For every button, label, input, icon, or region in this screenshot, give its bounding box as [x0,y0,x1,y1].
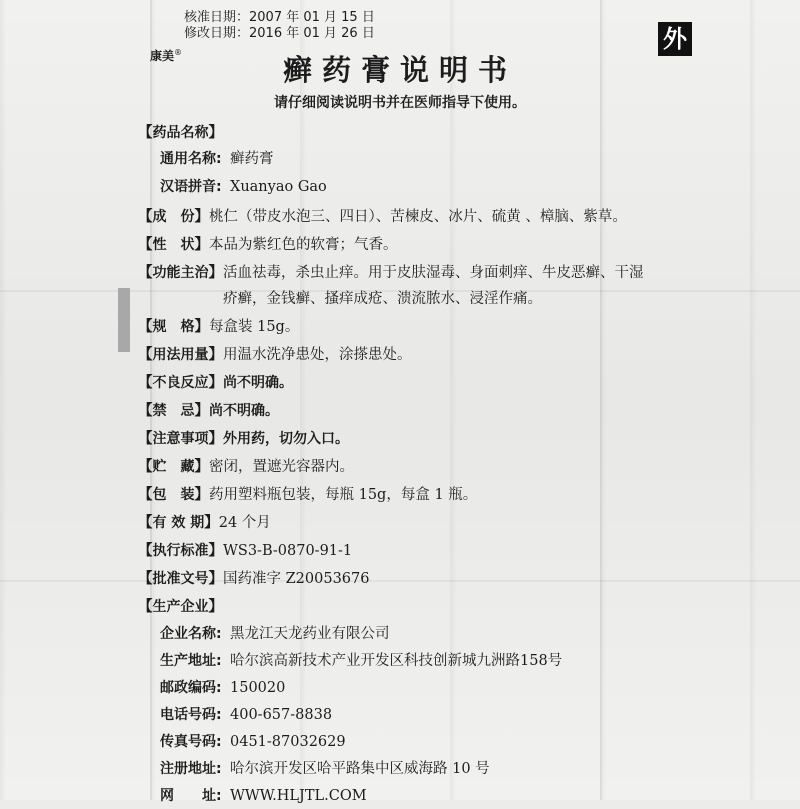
section-label: 贮 藏 [152,459,195,475]
section-indications: 【功能主治】 活血祛毒，杀虫止痒。用于皮肤湿毒、身面刺痒、牛皮恶癣、干湿 疥癣，金钱癣、搔痒成疮、溃流脓水、浸淫作痛。 [138,260,644,312]
section-value: 外用药，切勿入口。 [223,431,349,447]
brand-name: 康美 [150,49,175,63]
section-ingredients: 【成 份】桃仁（带皮水泡三、四日）、苦楝皮、冰片、硫黄 、樟脑、紫草。 [138,204,627,230]
field-value: 150020 [230,680,286,696]
section-label: 禁 忌 [152,403,195,419]
field-value: WWW.HLJTL.COM [230,788,367,804]
field-label: 汉语拼音: [160,179,222,195]
section-manufacturer: 【生产企业】 [138,594,223,620]
section-value: 用温水洗净患处，涂搽患处。 [223,347,412,363]
section-value: 密闭，置遮光容器内。 [209,459,354,475]
section-label: 不良反应 [152,375,209,391]
field-value: 癣药膏 [230,151,274,167]
section-label: 包 装 [152,487,195,503]
section-label: 用法用量 [152,347,209,363]
section-value: 桃仁（带皮水泡三、四日）、苦楝皮、冰片、硫黄 、樟脑、紫草。 [209,209,627,225]
section-label: 有 效 期 [152,515,205,531]
section-label: 性 状 [152,237,195,253]
section-value: 尚不明确。 [209,403,279,419]
section-standard: 【执行标准】WS3-B-0870-91-1 [138,538,352,564]
section-label: 药品名称 [152,125,209,141]
section-adverse-reactions: 【不良反应】尚不明确。 [138,370,293,396]
fold-line [600,0,602,800]
field-label: 电话号码: [160,707,222,723]
section-value: 24 个月 [218,515,271,531]
section-approval-number: 【批准文号】国药准字 Z20053676 [138,566,370,592]
section-value: WS3-B-0870-91-1 [223,543,353,559]
field-value: 哈尔滨高新技术产业开发区科技创新城九洲路158号 [230,653,563,669]
section-value: 药用塑料瓶包装，每瓶 15g，每盒 1 瓶。 [209,487,478,503]
field-value: Xuanyao Gao [230,179,327,195]
section-label: 批准文号 [152,571,209,587]
section-label: 注意事项 [152,431,209,447]
section-storage: 【贮 藏】密闭，置遮光容器内。 [138,454,354,480]
section-label: 成 份 [152,209,195,225]
section-value: 每盒装 15g。 [209,319,300,335]
field-label: 生产地址: [160,653,222,669]
fold-line [0,580,800,582]
section-packaging: 【包 装】药用塑料瓶包装，每瓶 15g，每盒 1 瓶。 [138,482,477,508]
document-title: 癣药膏说明书 [282,53,517,87]
field-label: 传真号码: [160,734,222,750]
section-appearance: 【性 状】本品为紫红色的软膏；气香。 [138,232,398,258]
value-line: 疥癣，金钱癣、搔痒成疮、溃流脓水、浸淫作痛。 [223,291,542,307]
section-label: 执行标准 [152,543,209,559]
field-value: 哈尔滨开发区哈平路集中区威海路 10 号 [230,761,490,777]
section-drug-name: 【药品名称】 [138,120,223,146]
section-value: 尚不明确。 [223,375,293,391]
field-label: 网 址: [160,788,222,804]
scan-shadow [118,288,130,352]
document-subtitle: 请仔细阅读说明书并在医师指导下使用。 [274,95,526,111]
external-use-badge: 外 [658,22,692,56]
revision-date: 修改日期：2016 年 01 月 26 日 [184,26,375,41]
field-label: 邮政编码: [160,680,222,696]
section-expiry: 【有 效 期】24 个月 [138,510,271,536]
field-value: 400-657-8838 [230,707,333,723]
section-label: 生产企业 [152,599,209,615]
section-contraindications: 【禁 忌】尚不明确。 [138,398,279,424]
section-label: 功能主治 [152,265,209,281]
field-value: 黑龙江天龙药业有限公司 [230,626,390,642]
section-dosage: 【用法用量】用温水洗净患处，涂搽患处。 [138,342,412,368]
field-label: 注册地址: [160,761,222,777]
section-precautions: 【注意事项】外用药，切勿入口。 [138,426,349,452]
section-value: 本品为紫红色的软膏；气香。 [209,237,398,253]
section-value: 国药准字 Z20053676 [223,571,370,587]
value-line: 活血祛毒，杀虫止痒。用于皮肤湿毒、身面刺痒、牛皮恶癣、干湿 [223,265,644,281]
approval-date: 核准日期：2007 年 01 月 15 日 [184,10,375,25]
field-value: 0451-87032629 [230,734,346,750]
registered-mark: ® [174,48,183,57]
field-label: 企业名称: [160,626,222,642]
field-label: 通用名称: [160,151,222,167]
section-value [223,260,644,312]
section-specification: 【规 格】每盒装 15g。 [138,314,299,340]
date-block [184,10,375,42]
section-label: 规 格 [152,319,195,335]
